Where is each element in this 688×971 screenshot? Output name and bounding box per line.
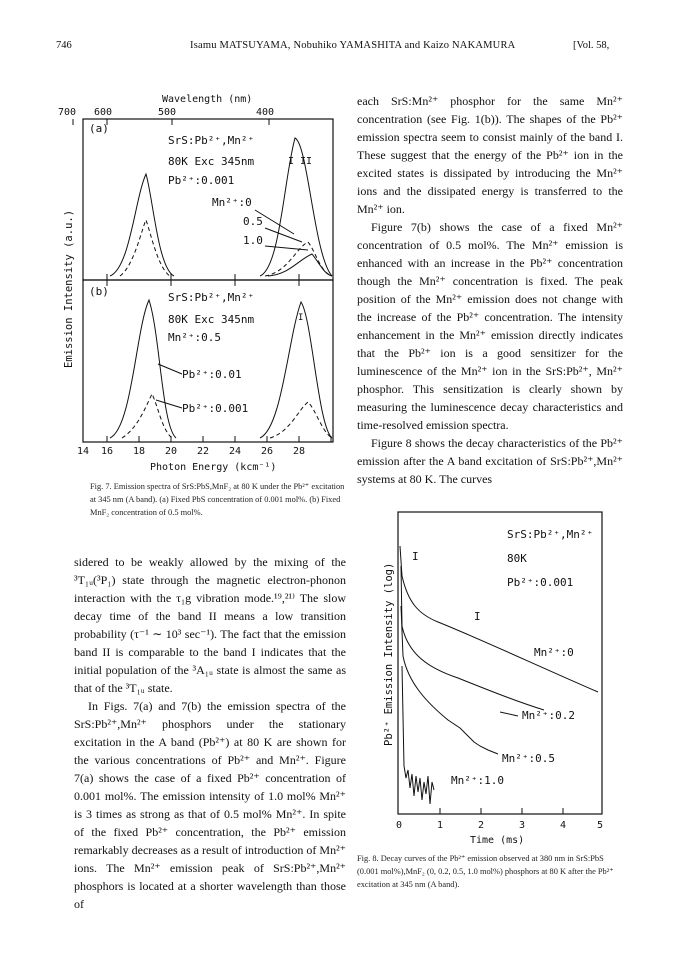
fig7-x-tick-22: 22	[197, 446, 210, 457]
fig8-y-axis-label: Pb²⁺ Emission Intensity (log)	[383, 562, 395, 746]
fig7b-title: SrS:Pb²⁺,Mn²⁺	[168, 291, 255, 304]
fig7a-curve-mn-emission-10	[110, 174, 174, 276]
right-paragraph-2: Figure 7(b) shows the case of a fixed Mn²⁺ concentration of 0.5 mol%. The Mn²⁺ emission is enhanced with an increase in the Pb²⁺ concentration though the Mn²⁺ concentration is fixed. The peak position of the Mn²⁺ emission does not change with the increase of the Pb²⁺ concentration. The intensity enhancement in the Mn²⁺ emission directly indicates that the Pb²⁺ ion is a good sensitizer for the luminescence of the Mn²⁺ ion in the SrS:Pb²⁺, Mn²⁺ phosphor. This sensitization is clearly shown by measuring the luminescence decay characteristics and time-resolved emission spectra.	[357, 220, 623, 432]
fig7-x-axis-label: Photon Energy (kcm⁻¹)	[150, 462, 277, 473]
fig8-band-label-mid: I	[474, 610, 481, 623]
figure-8	[368, 506, 628, 848]
fig7-top-tick-700: 700	[58, 107, 77, 118]
fig8-curve-label-mn-0: Mn²⁺:0	[534, 646, 574, 659]
fig8-x-tick-0: 0	[396, 820, 403, 831]
fig7b-conditions: 80K Exc 345nm	[168, 313, 255, 326]
fig8-arrow-mn-02	[500, 712, 518, 716]
fig8-curve-label-mn-10: Mn²⁺:1.0	[451, 774, 504, 787]
fig7a-mn-05-label: 0.5	[243, 215, 263, 228]
fig8-legend-temperature: 80K	[507, 552, 527, 565]
fig7a-conditions: 80K Exc 345nm	[168, 155, 255, 168]
running-header-authors: Isamu MATSUYAMA, Nobuhiko YAMASHITA and Kaizo NAKAMURA	[190, 40, 516, 51]
fig7b-tag: (b)	[89, 285, 109, 298]
fig7-x-tick-16: 16	[101, 446, 114, 457]
fig7b-band-label: I	[298, 313, 304, 323]
fig7-y-axis-label: Emission Intensity (a.u.)	[63, 209, 75, 368]
fig8-curve-label-mn-02: Mn²⁺:0.2	[522, 709, 575, 722]
fig7-x-tick-24: 24	[229, 446, 242, 457]
fig7b-pb-001-label: Pb²⁺:0.01	[182, 368, 242, 381]
fig7a-mn-10-label: 1.0	[243, 234, 263, 247]
right-paragraph-1: each SrS:Mn²⁺ phosphor for the same Mn²⁺ concentration (see Fig. 1(b)). The shapes of the Pb²⁺ emission spectra seem to consist mainly of the band I. These suggest that the energy of the Pb²⁺ ion in the excited states is dissipated by introducing the Mn²⁺ ions and the dissipated energy is transferred to the Mn²⁺ ion.	[357, 94, 623, 216]
fig8-x-tick-4: 4	[560, 820, 567, 831]
fig7-x-tick-18: 18	[133, 446, 146, 457]
fig7a-curve-mn-emission-05	[120, 220, 170, 276]
fig7b-pb-0001-label: Pb²⁺:0.001	[182, 402, 249, 415]
fig8-x-tick-2: 2	[478, 820, 485, 831]
figure-7	[50, 88, 350, 478]
fig7-x-tick-28: 28	[293, 446, 306, 457]
fig7b-curve-pb-001	[110, 300, 176, 438]
fig7a-curve-pb-emission-10	[268, 254, 332, 276]
figure-8-caption: Fig. 8. Decay curves of the Pb²⁺ emission observed at 380 nm in SrS:PbS (0.001 mol%),MnF₂ (0, 0.2, 0.5, 1.0 mol%) phosphors at 80 K after the Pb²⁺ excitation at 345 nm (A band).	[357, 854, 614, 889]
fig7-x-tick-14: 14	[77, 446, 90, 457]
fig8-decay-curve-mn-0	[400, 546, 598, 692]
left-paragraph-2: In Figs. 7(a) and 7(b) the emission spectra of the SrS:Pb²⁺,Mn²⁺ phosphors under the stationary excitation in the A band (Pb²⁺) at 80 K are shown for the various concentrations of Pb²⁺ and Mn²⁺. Figure 7(a) shows the case of a fixed Pb²⁺ concentration of 0.001 mol%. The emission intensity of 1.0 mol% Mn²⁺ is 3 times as strong as that of 0.5 mol% Mn²⁺. In spite of the fixed Pb²⁺ concentration, the Pb²⁺ emission remarkably decreases as a result of introduction of Mn²⁺ ions. The Mn²⁺ emission peak of SrS:Pb²⁺,Mn²⁺ phosphors is located at a shorter wavelength than those of	[74, 699, 346, 911]
fig8-frame	[398, 512, 602, 814]
fig7-top-axis-label: Wavelength (nm)	[162, 94, 253, 105]
fig8-curve-label-mn-05: Mn²⁺:0.5	[502, 752, 555, 765]
fig8-legend-material: SrS:Pb²⁺,Mn²⁺	[507, 528, 594, 541]
fig7b-curve-pb-band	[260, 302, 332, 438]
fig7-x-tick-26: 26	[261, 446, 274, 457]
left-paragraph-1: sidered to be weakly allowed by the mixing of the ³T₁ᵤ(³P₁) state through the magnetic electron-phonon interaction with the τ₁g vibration mode.¹⁹,²¹⁾ The slow decay time of the band II means a low transition probability (τ⁻¹ ∼ 10³ sec⁻¹). The fact that the emission band II is comparable to the band I indicates that the initial population of the ³A₁ᵤ state is almost the same as that of the ³T₁ᵤ state.	[74, 555, 346, 695]
fig8-decay-curve-mn-05	[401, 606, 498, 754]
fig7-top-tick-400: 400	[256, 107, 275, 118]
right-column-text	[357, 92, 623, 488]
figure-7-caption: Fig. 7. Emission spectra of SrS:PbS,MnF₂ at 80 K under the Pb²⁺ excitation at 345 nm (A band). (a) Fixed PbS concentration of 0.001 mol%. (b) Fixed MnF₂ concentration of 0.5 mol%.	[90, 482, 345, 517]
running-header-volume: [Vol. 58,	[573, 40, 610, 51]
fig7-panel-b-frame	[83, 280, 333, 442]
fig7b-arrow-pb-001	[158, 364, 182, 374]
fig7-top-tick-500: 500	[158, 107, 177, 118]
left-column-text	[74, 553, 346, 913]
fig7b-mn-conc: Mn²⁺:0.5	[168, 331, 221, 344]
fig7a-pb-conc: Pb²⁺:0.001	[168, 174, 235, 187]
fig8-decay-curve-mn-10	[402, 666, 434, 804]
fig8-x-tick-5: 5	[597, 820, 604, 831]
fig8-x-tick-1: 1	[437, 820, 444, 831]
fig7a-band-label: I II	[288, 156, 313, 167]
fig8-band-label-left: I	[412, 550, 419, 563]
fig7a-arrow-mn-10	[265, 246, 308, 250]
fig8-legend-pb-conc: Pb²⁺:0.001	[507, 576, 574, 589]
fig7b-curve-pb-band-low	[270, 402, 332, 438]
fig7a-arrow-mn-05	[265, 228, 302, 242]
fig7a-tag: (a)	[89, 122, 109, 135]
fig8-x-tick-3: 3	[519, 820, 526, 831]
fig7-top-tick-600: 600	[94, 107, 113, 118]
fig8-x-axis-label: Time (ms)	[470, 835, 525, 846]
fig7b-arrow-pb-0001	[156, 400, 182, 408]
fig7a-title: SrS:Pb²⁺,Mn²⁺	[168, 134, 255, 147]
page-number: 746	[56, 40, 72, 51]
fig7-x-tick-20: 20	[165, 446, 178, 457]
fig7a-mn-0-label: Mn²⁺:0	[212, 196, 252, 209]
right-paragraph-3: Figure 8 shows the decay characteristics of the Pb²⁺ emission after the A band excitation of SrS:Pb²⁺,Mn²⁺ systems at 80 K. The curves	[357, 436, 623, 486]
